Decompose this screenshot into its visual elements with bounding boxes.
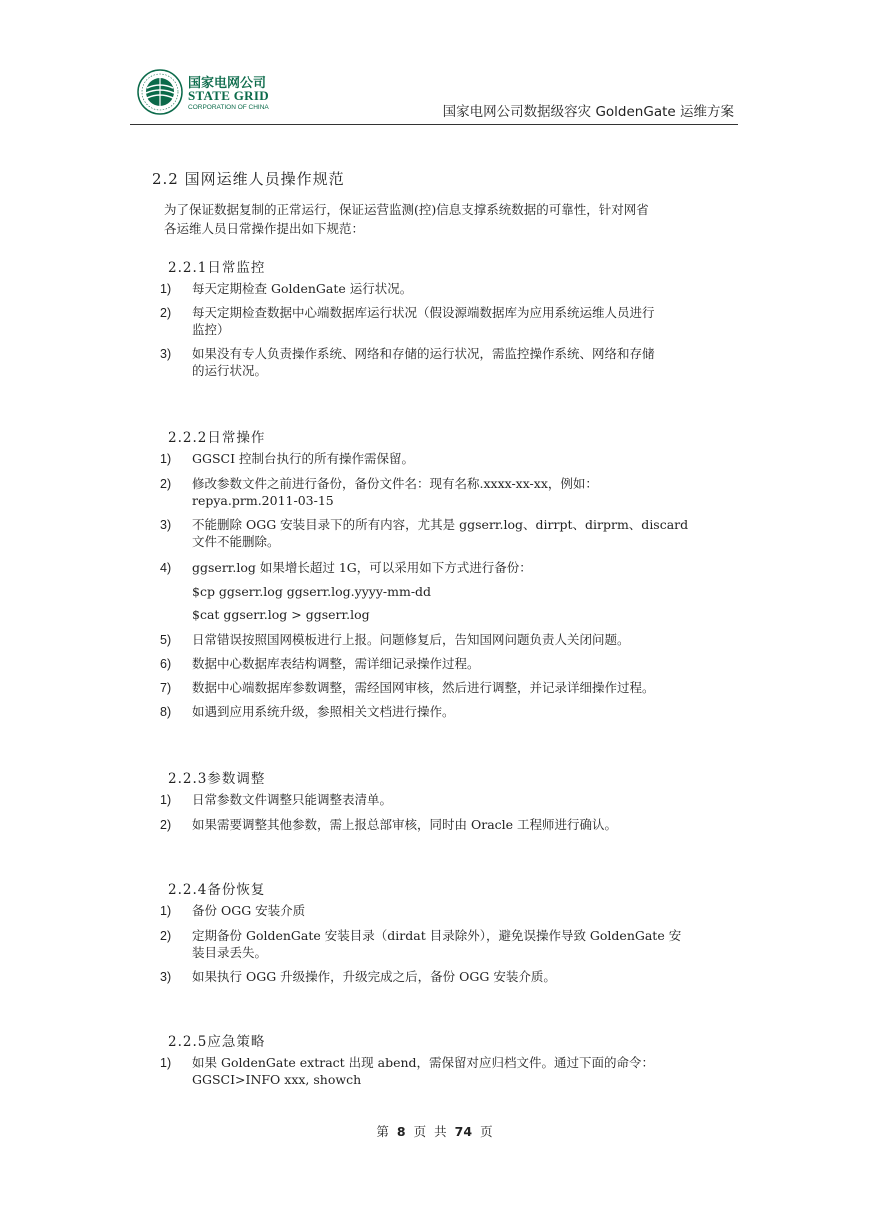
list-text: 备份 OGG 安装介质 bbox=[192, 903, 306, 918]
list-item bbox=[160, 517, 740, 550]
list-item bbox=[160, 451, 740, 468]
list-text: repya.prm.2011-03-15 bbox=[192, 492, 334, 508]
list-item bbox=[160, 476, 740, 509]
footer-suffix: 页 bbox=[480, 1124, 493, 1139]
subsection-heading-emergency: 2.2.5应急策略 bbox=[168, 1034, 266, 1050]
list-text: 监控） bbox=[192, 321, 230, 337]
command-line: $cp ggserr.log ggserr.log.yyyy-mm-dd bbox=[192, 584, 432, 599]
list-item bbox=[160, 632, 740, 649]
list-item bbox=[160, 928, 740, 961]
list-number: 6) bbox=[160, 657, 172, 671]
page-header bbox=[130, 64, 738, 125]
list-text: GGSCI>INFO xxx, showch bbox=[192, 1071, 362, 1087]
list-text: 如果需要调整其他参数，需上报总部审核，同时由 Oracle 工程师进行确认。 bbox=[192, 817, 618, 832]
page-footer bbox=[0, 1122, 869, 1140]
logo-subtitle: CORPORATION OF CHINA bbox=[188, 104, 269, 111]
list-number: 7) bbox=[160, 681, 172, 695]
section-heading: 2.2 国网运维人员操作规范 bbox=[152, 170, 345, 188]
footer-total-pages: 74 bbox=[454, 1124, 473, 1139]
footer-total-word: 共 bbox=[434, 1124, 447, 1139]
list-text: 如果执行 OGG 升级操作，升级完成之后，备份 OGG 安装介质。 bbox=[192, 969, 556, 984]
logo-chinese-name: 国家电网公司 bbox=[188, 76, 267, 91]
list-text: 不能删除 OGG 安装目录下的所有内容，尤其是 ggserr.log、dirrpt、dirprm、discard bbox=[192, 517, 689, 532]
list-item bbox=[160, 969, 740, 986]
list-text: GGSCI 控制台执行的所有操作需保留。 bbox=[192, 451, 415, 466]
list-text: 日常参数文件调整只能调整表清单。 bbox=[192, 792, 393, 807]
list-item bbox=[160, 346, 740, 379]
list-number: 3) bbox=[160, 970, 172, 984]
list-text: 文件不能删除。 bbox=[192, 533, 280, 549]
list-item bbox=[160, 704, 740, 721]
footer-page-number: 8 bbox=[396, 1124, 406, 1139]
list-item bbox=[160, 281, 740, 298]
command-line: $cat ggserr.log > ggserr.log bbox=[192, 607, 370, 622]
list-item bbox=[160, 817, 740, 834]
list-number: 3) bbox=[160, 347, 172, 361]
list-number: 4) bbox=[160, 561, 172, 575]
state-grid-emblem-icon bbox=[136, 68, 184, 116]
state-grid-logo bbox=[136, 68, 286, 116]
list-number: 3) bbox=[160, 518, 172, 532]
subsection-heading-operations: 2.2.2日常操作 bbox=[168, 430, 266, 446]
subsection-heading-parameters: 2.2.3参数调整 bbox=[168, 771, 266, 787]
intro-line: 各运维人员日常操作提出如下规范： bbox=[164, 221, 365, 236]
list-item bbox=[160, 1055, 740, 1088]
list-number: 2) bbox=[160, 306, 172, 320]
list-number: 1) bbox=[160, 904, 172, 918]
header-title: 国家电网公司数据级容灾 GoldenGate 运维方案 bbox=[442, 104, 734, 120]
list-text: 的运行状况。 bbox=[192, 362, 268, 378]
list-text: 每天定期检查 GoldenGate 运行状况。 bbox=[192, 281, 413, 296]
list-number: 8) bbox=[160, 705, 172, 719]
logo-english-name: STATE GRID bbox=[188, 88, 269, 103]
list-item bbox=[160, 560, 740, 577]
list-text: 数据中心端数据库参数调整，需经国网审核，然后进行调整，并记录详细操作过程。 bbox=[192, 680, 655, 695]
intro-line: 为了保证数据复制的正常运行，保证运营监测(控)信息支撑系统数据的可靠性，针对网省 bbox=[164, 202, 649, 217]
list-item bbox=[160, 903, 740, 920]
list-item bbox=[160, 680, 740, 697]
list-text: 如果 GoldenGate extract 出现 abend，需保留对应归档文件。通过下面的命令： bbox=[192, 1055, 655, 1070]
subsection-heading-backup: 2.2.4备份恢复 bbox=[168, 882, 266, 898]
subsection-heading-monitoring: 2.2.1日常监控 bbox=[168, 260, 266, 276]
list-item bbox=[160, 656, 740, 673]
list-item bbox=[160, 305, 740, 338]
list-text: 修改参数文件之前进行备份，备份文件名：现有名称.xxxx-xx-xx，例如： bbox=[192, 476, 598, 491]
list-number: 2) bbox=[160, 818, 172, 832]
list-text: 数据中心数据库表结构调整，需详细记录操作过程。 bbox=[192, 656, 480, 671]
list-text: 如果没有专人负责操作系统、网络和存储的运行状况，需监控操作系统、网络和存储 bbox=[192, 346, 655, 361]
list-text: 装目录丢失。 bbox=[192, 944, 268, 960]
list-item bbox=[160, 792, 740, 809]
list-number: 2) bbox=[160, 929, 172, 943]
footer-page-word: 页 bbox=[413, 1124, 427, 1139]
footer-prefix: 第 bbox=[376, 1124, 389, 1139]
list-number: 2) bbox=[160, 477, 172, 491]
list-text: 日常错误按照国网模板进行上报。问题修复后，告知国网问题负责人关闭问题。 bbox=[192, 632, 630, 647]
list-text: 定期备份 GoldenGate 安装目录（dirdat 目录除外），避免误操作导致 GoldenGate 安 bbox=[192, 928, 682, 943]
list-number: 1) bbox=[160, 1056, 172, 1070]
list-number: 5) bbox=[160, 633, 172, 647]
list-text: 每天定期检查数据中心端数据库运行状况（假设源端数据库为应用系统运维人员进行 bbox=[192, 305, 655, 320]
list-number: 1) bbox=[160, 793, 172, 807]
list-text: ggserr.log 如果增长超过 1G，可以采用如下方式进行备份： bbox=[192, 560, 532, 575]
intro-paragraph bbox=[164, 200, 734, 238]
list-text: 如遇到应用系统升级，参照相关文档进行操作。 bbox=[192, 704, 455, 719]
list-number: 1) bbox=[160, 452, 172, 466]
list-number: 1) bbox=[160, 282, 172, 296]
